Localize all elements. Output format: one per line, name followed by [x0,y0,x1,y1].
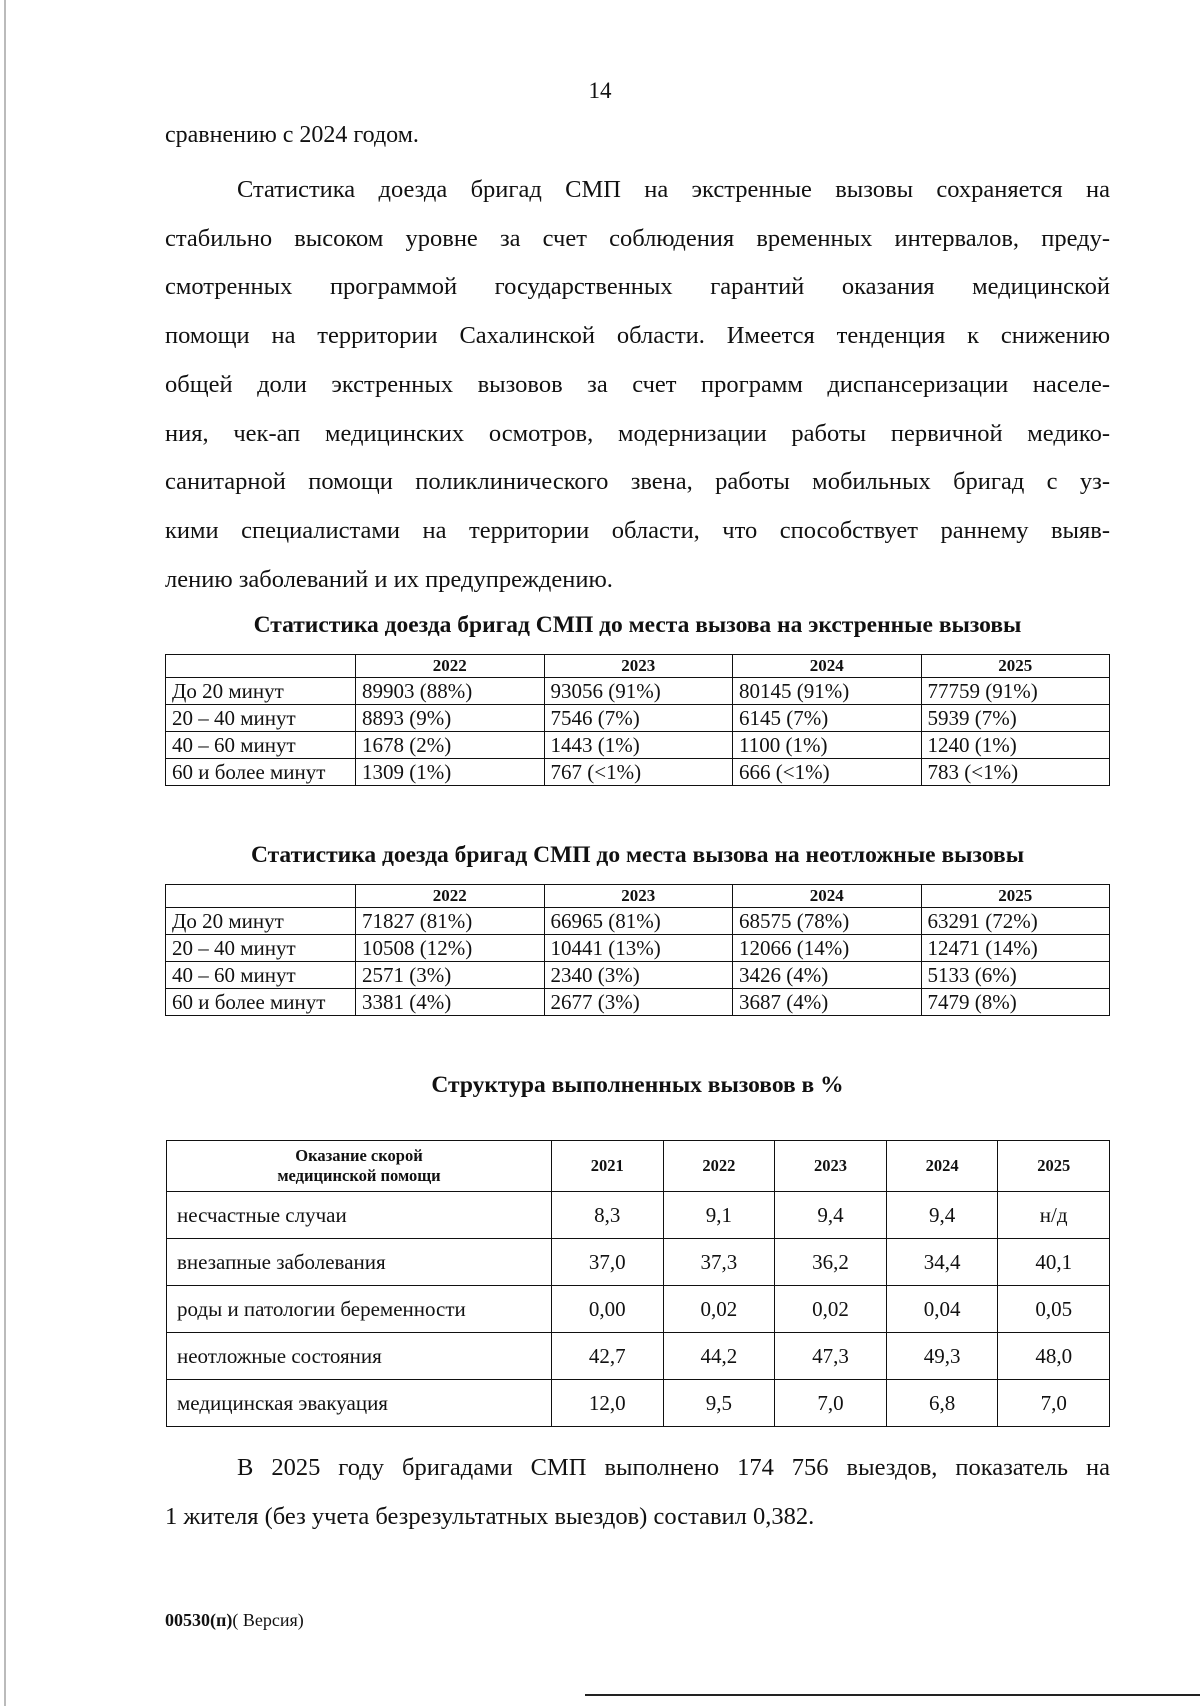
table-row [167,1239,1110,1286]
table-cell: 10441 (13%) [544,935,733,962]
urgent-table [165,884,1110,1016]
structure-table [166,1140,1110,1427]
paragraph-line: кими специалистами на территории области, что способствует раннему выяв- [165,516,1110,544]
table-cell: 0,02 [663,1286,775,1333]
paragraph-line: санитарной помощи поликлинического звена, работы мобильных бригад с уз- [165,468,1110,496]
body-paragraph [165,166,1110,604]
page-number: 14 [588,78,612,103]
table-cell: 3381 (4%) [356,989,545,1016]
document-code [165,1610,304,1631]
paragraph-line: помощи на территории Сахалинской области. Имеется тенденция к снижению [165,322,1110,350]
table-row [166,732,1110,759]
table-cell: 49,3 [886,1333,998,1380]
table-cell: 1678 (2%) [356,732,545,759]
table-row [166,705,1110,732]
header-label-line: Оказание скорой [295,1146,423,1165]
header-label-line: медицинской помощи [277,1166,441,1185]
table-cell: 9,4 [886,1192,998,1239]
table-cell: роды и патологии беременности [167,1286,552,1333]
table-cell: 7,0 [775,1380,887,1427]
scan-bottom-line [585,1694,1200,1696]
table-header-cell: 2025 [921,885,1110,908]
continuation-text: сравнению с 2024 годом. [165,122,419,148]
document-code-version: ( Версия) [232,1610,304,1630]
table-cell: неотложные состояния [167,1333,552,1380]
table-cell: 44,2 [663,1333,775,1380]
table-row [166,759,1110,786]
paragraph-line: лению заболеваний и их предупреждению. [165,565,613,593]
table-row [167,1380,1110,1427]
table-cell: 40,1 [998,1239,1110,1286]
table-cell: 0,02 [775,1286,887,1333]
table-row [166,678,1110,705]
document-code-id: 00530(п) [165,1610,233,1630]
scan-edge-line [4,0,6,1706]
table-header-cell: 2023 [544,655,733,678]
table-header-row [166,885,1110,908]
table-cell: 3687 (4%) [733,989,922,1016]
table-cell: 767 (<1%) [544,759,733,786]
table-cell: 37,0 [552,1239,664,1286]
table-cell: 9,1 [663,1192,775,1239]
table-cell: 71827 (81%) [356,908,545,935]
table-row [166,962,1110,989]
table-header-cell: 2025 [921,655,1110,678]
table-header-cell: 2024 [886,1141,998,1192]
table-cell: 37,3 [663,1239,775,1286]
table-cell: 7546 (7%) [544,705,733,732]
table-row [167,1333,1110,1380]
paragraph-line: 1 жителя (без учета безрезультатных выездов) составил 0,382. [165,1503,815,1530]
table-cell: 89903 (88%) [356,678,545,705]
table-cell: 1443 (1%) [544,732,733,759]
table-cell: н/д [998,1192,1110,1239]
table-cell: 7,0 [998,1380,1110,1427]
table-cell: 34,4 [886,1239,998,1286]
emergency-table-title: Статистика доезда бригад СМП до места вызова на экстренные вызовы [253,612,1022,638]
paragraph-line: Статистика доезда бригад СМП на экстренные вызовы сохраняется на [237,176,1110,203]
table-cell: 1309 (1%) [356,759,545,786]
table-cell: 1240 (1%) [921,732,1110,759]
table-cell: 7479 (8%) [921,989,1110,1016]
table-row [167,1286,1110,1333]
table-cell: 63291 (72%) [921,908,1110,935]
structure-table-title: Структура выполненных вызовов в % [431,1072,844,1098]
table-cell: 2677 (3%) [544,989,733,1016]
paragraph-line: общей доли экстренных вызовов за счет программ диспансеризации населе- [165,370,1110,398]
table-cell: 6145 (7%) [733,705,922,732]
table-row [166,908,1110,935]
table-header-row [167,1141,1110,1192]
paragraph-line: В 2025 году бригадами СМП выполнено 174 756 выездов, показатель на [237,1454,1110,1481]
table-header-cell: 2022 [356,885,545,908]
table-header-cell: 2024 [733,655,922,678]
table-cell: несчастные случаи [167,1192,552,1239]
table-cell: 40 – 60 минут [166,962,356,989]
paragraph-line: смотренных программой государственных гарантий оказания медицинской [165,273,1110,301]
table-cell: 12471 (14%) [921,935,1110,962]
table-cell: 42,7 [552,1333,664,1380]
table-header-cell: 2023 [544,885,733,908]
table-cell: 5133 (6%) [921,962,1110,989]
table-cell: внезапные заболевания [167,1239,552,1286]
table-cell: медицинская эвакуация [167,1380,552,1427]
emergency-table [165,654,1110,786]
table-cell: 20 – 40 минут [166,705,356,732]
closing-paragraph [165,1443,1110,1541]
table-header-cell: 2024 [733,885,922,908]
table-row [166,935,1110,962]
table-cell: 36,2 [775,1239,887,1286]
table-cell: 20 – 40 минут [166,935,356,962]
table-cell: 0,04 [886,1286,998,1333]
table-cell: 0,00 [552,1286,664,1333]
table-cell: 666 (<1%) [733,759,922,786]
table-cell: 5939 (7%) [921,705,1110,732]
table-cell: 60 и более минут [166,759,356,786]
table-cell: 80145 (91%) [733,678,922,705]
table-cell: 68575 (78%) [733,908,922,935]
table-cell: До 20 минут [166,678,356,705]
table-cell: 3426 (4%) [733,962,922,989]
table-cell: 783 (<1%) [921,759,1110,786]
paragraph-line: ния, чек-ап медицинских осмотров, модернизации работы первичной медико- [165,419,1110,447]
urgent-table-title: Статистика доезда бригад СМП до места вызова на неотложные вызовы [250,842,1025,868]
table-header-cell: 2022 [356,655,545,678]
table-header-cell [166,885,356,908]
table-cell: 12066 (14%) [733,935,922,962]
table-header-cell: 2025 [998,1141,1110,1192]
table-cell: До 20 минут [166,908,356,935]
table-cell: 8893 (9%) [356,705,545,732]
table-header-cell: 2021 [552,1141,664,1192]
table-cell: 10508 (12%) [356,935,545,962]
table-header-cell [166,655,356,678]
table-cell: 8,3 [552,1192,664,1239]
table-cell: 2340 (3%) [544,962,733,989]
table-cell: 9,4 [775,1192,887,1239]
table-cell: 48,0 [998,1333,1110,1380]
table-cell: 60 и более минут [166,989,356,1016]
table-cell: 2571 (3%) [356,962,545,989]
table-row [166,989,1110,1016]
table-cell: 12,0 [552,1380,664,1427]
table-cell: 0,05 [998,1286,1110,1333]
table-cell: 93056 (91%) [544,678,733,705]
table-cell: 1100 (1%) [733,732,922,759]
table-cell: 9,5 [663,1380,775,1427]
table-row [167,1192,1110,1239]
table-cell: 47,3 [775,1333,887,1380]
table-cell: 6,8 [886,1380,998,1427]
table-cell: 77759 (91%) [921,678,1110,705]
table-header-row [166,655,1110,678]
table-cell: 40 – 60 минут [166,732,356,759]
paragraph-line: стабильно высоком уровне за счет соблюдения временных интервалов, преду- [165,224,1110,252]
table-header-cell: 2023 [775,1141,887,1192]
table-header-cell [167,1141,552,1192]
table-header-cell: 2022 [663,1141,775,1192]
table-cell: 66965 (81%) [544,908,733,935]
